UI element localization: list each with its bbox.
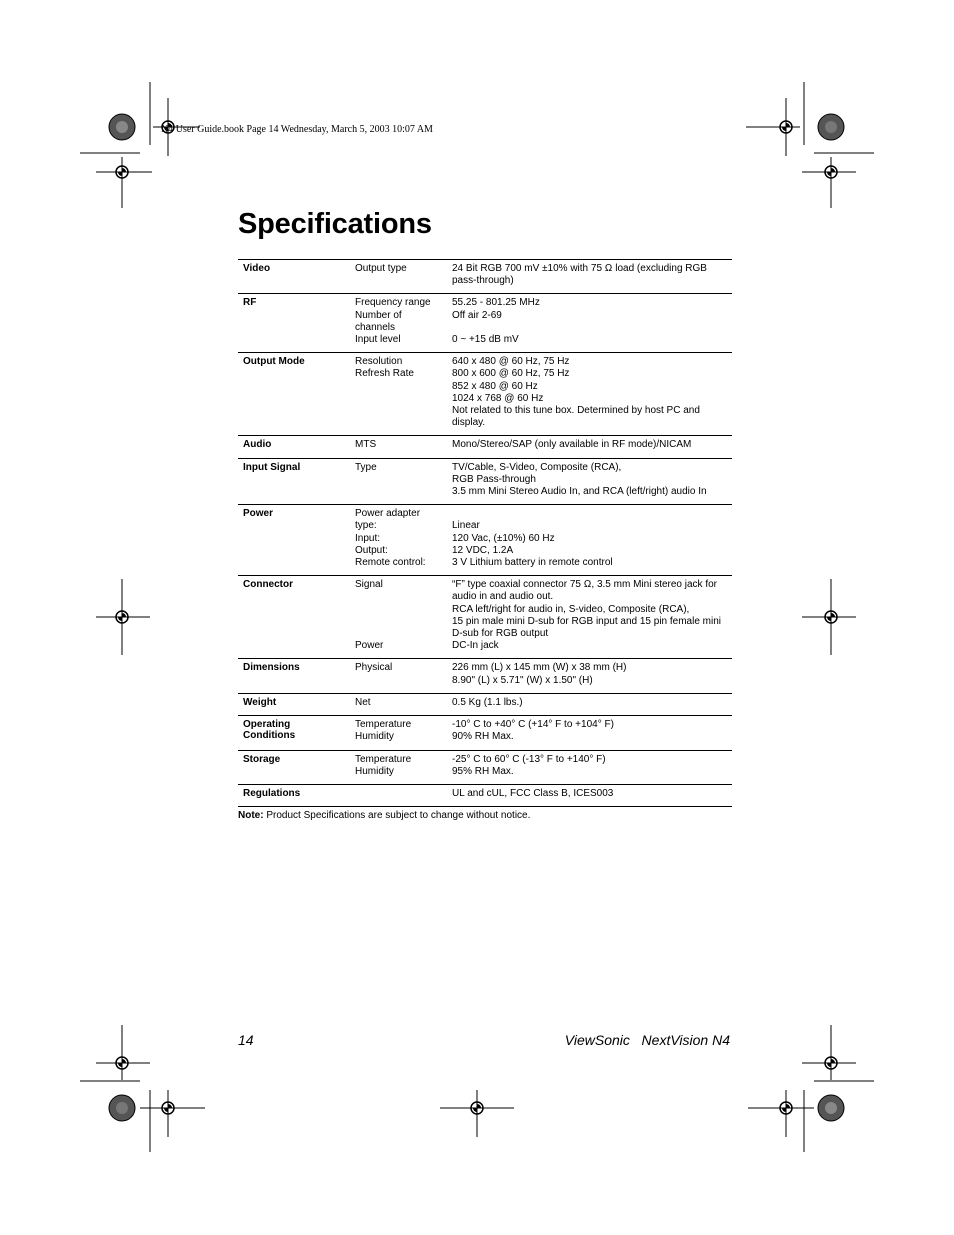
spec-category: Power [238,505,350,576]
spec-parameter: channels [355,321,396,333]
spec-parameters [350,693,447,715]
spec-value: -25° C to 60° C (-13° F to +140° F) [452,753,606,765]
spec-parameter: Output type [355,263,407,274]
spec-parameter: Remote control: [355,557,426,569]
spec-value: 0.5 Kg (1.1 lbs.) [452,696,523,708]
spec-value: 120 Vac, (±10%) 60 Hz [452,532,555,544]
spec-category: Output Mode [238,353,350,436]
spec-value: -10° C to +40° C (+14° F to +104° F) [452,719,614,731]
spec-category: Dimensions [238,659,350,693]
spec-category: Operating Conditions [238,716,350,750]
spec-values [447,436,732,458]
spec-parameter: Input: [355,532,381,544]
spec-value: 3.5 mm Mini Stereo Audio In, and RCA (left/right) audio In [452,486,707,498]
spec-value: 95% RH Max. [452,765,514,777]
note [238,810,530,821]
note-label: Note: [238,810,264,821]
page-title: Specifications [238,208,432,240]
spec-parameter: Number of [355,309,402,321]
spec-parameter: Humidity [355,765,394,777]
spec-parameter: Humidity [355,731,394,743]
spec-row [238,260,732,294]
spec-value: 640 x 480 @ 60 Hz, 75 Hz [452,356,570,368]
spec-row [238,750,732,784]
spec-category: Input Signal [238,458,350,505]
spec-value: 8.90" (L) x 5.71" (W) x 1.50" (H) [452,674,593,686]
spec-parameter [355,788,442,800]
spec-parameters [350,659,447,693]
spec-row [238,436,732,458]
spec-value: Not related to this tune box. Determined by host PC and display. [452,405,700,429]
spec-values [447,505,732,576]
spec-row [238,294,732,353]
spec-parameters [350,353,447,436]
spec-parameter [355,628,442,640]
spec-category: Audio [238,436,350,458]
spec-values [447,353,732,436]
spec-value: DC-In jack [452,640,499,652]
spec-category: Video [238,260,350,294]
spec-row [238,693,732,715]
page-number: 14 [238,1032,254,1048]
spec-parameter: Power adapter [355,508,421,520]
spec-parameter: Type [355,461,377,473]
spec-parameter: Net [355,696,371,708]
spec-values [447,260,732,294]
spec-row [238,353,732,436]
spec-row [238,784,732,806]
spec-parameters [350,260,447,294]
spec-parameter [355,604,442,616]
spec-parameter: Refresh Rate [355,368,414,380]
spec-parameter: Temperature [355,753,412,765]
spec-row [238,659,732,693]
spec-parameter: Output: [355,544,388,556]
spec-parameters [350,505,447,576]
print-header: N4 User Guide.book Page 14 Wednesday, March 5, 2003 10:07 AM [161,124,433,135]
spec-category: Storage [238,750,350,784]
spec-value: 24 Bit RGB 700 mV ±10% with 75 Ω load (excluding RGB pass-through) [452,263,707,287]
spec-value: RCA left/right for audio in, S-video, Composite (RCA), [452,603,690,615]
spec-parameter: Frequency range [355,297,431,309]
spec-row [238,576,732,659]
spec-parameters [350,576,447,659]
spec-values [447,659,732,693]
spec-row [238,458,732,505]
spec-value: 1024 x 768 @ 60 Hz [452,392,544,404]
spec-values [447,294,732,353]
spec-values [447,750,732,784]
spec-category: RF [238,294,350,353]
spec-value: Off air 2-69 [452,309,502,321]
spec-value: Mono/Stereo/SAP (only available in RF mode)/NICAM [452,439,692,451]
spec-value: 0 ~ +15 dB mV [452,334,519,345]
spec-value: RGB Pass-through [452,473,536,485]
spec-value: 226 mm (L) x 145 mm (W) x 38 mm (H) [452,662,627,674]
spec-value [452,322,727,334]
spec-value [452,508,727,520]
spec-value: Linear [452,520,480,532]
spec-value: “F” type coaxial connector 75 Ω, 3.5 mm Mini stereo jack for audio in and audio out. [452,579,717,603]
spec-values [447,576,732,659]
spec-parameters [350,458,447,505]
spec-value: 55.25 - 801.25 MHz [452,297,540,309]
spec-value: 12 VDC, 1.2A [452,544,514,556]
note-text: Product Specifications are subject to change without notice. [263,810,531,821]
spec-parameter: Signal [355,579,383,591]
spec-parameter: Resolution [355,356,403,368]
spec-values [447,784,732,806]
spec-parameters [350,716,447,750]
product-name: ViewSonic NextVision N4 [564,1032,730,1048]
spec-values [447,458,732,505]
spec-parameter: Temperature [355,719,412,731]
spec-parameters [350,294,447,353]
spec-value: 3 V Lithium battery in remote control [452,557,613,569]
spec-category: Weight [238,693,350,715]
spec-parameters [350,784,447,806]
specifications-table [238,259,732,807]
spec-row [238,716,732,750]
spec-values [447,693,732,715]
spec-value: TV/Cable, S-Video, Composite (RCA), [452,461,622,473]
spec-parameter [355,591,442,603]
spec-parameter: MTS [355,439,377,451]
spec-value: UL and cUL, FCC Class B, ICES003 [452,787,614,799]
spec-values [447,716,732,750]
spec-parameter: Physical [355,662,393,674]
spec-category: Regulations [238,784,350,806]
spec-row [238,505,732,576]
spec-parameter: Power [355,640,384,652]
spec-category: Connector [238,576,350,659]
spec-value: 852 x 480 @ 60 Hz [452,380,538,392]
spec-parameter: type: [355,520,377,532]
spec-parameter: Input level [355,334,401,346]
spec-value: 15 pin male mini D-sub for RGB input and 15 pin female mini D-sub for RGB output [452,615,722,640]
spec-parameters [350,436,447,458]
spec-value: 90% RH Max. [452,731,514,743]
spec-parameters [350,750,447,784]
spec-parameter [355,616,442,628]
spec-value: 800 x 600 @ 60 Hz, 75 Hz [452,368,570,380]
